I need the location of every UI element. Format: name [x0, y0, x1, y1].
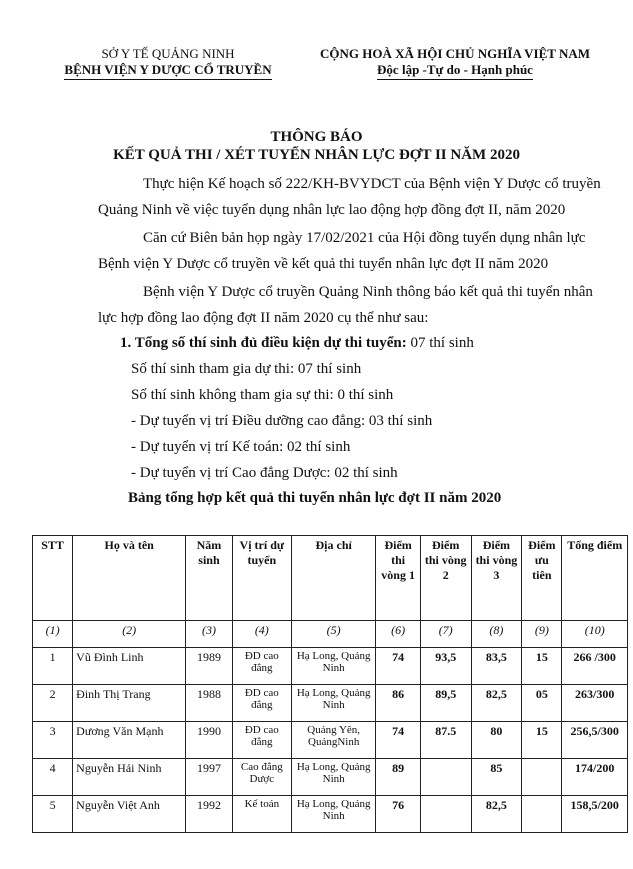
cell-address: Hạ Long, Quảng Ninh: [291, 796, 376, 833]
paragraph-1-line-2: Quảng Ninh về việc tuyển dụng nhân lực lao động hợp đồng đợt II, năm 2020: [98, 202, 566, 218]
cell-round-1: 89: [376, 759, 420, 796]
cell-position: Cao đẳng Dược: [232, 759, 291, 796]
cell-round-1: 74: [376, 722, 420, 759]
index-cell: (10): [562, 621, 628, 648]
document-title: [0, 128, 633, 164]
table-title: Bảng tổng hợp kết quả thi tuyển nhân lực đợt II năm 2020: [128, 490, 502, 506]
cell-total: 266 /300: [562, 648, 628, 685]
cell-birth-year: 1990: [186, 722, 233, 759]
cell-birth-year: 1997: [186, 759, 233, 796]
cell-round-1: 86: [376, 685, 420, 722]
agency-parent: SỞ Y TẾ QUẢNG NINH: [101, 46, 235, 61]
agency-name: BỆNH VIỆN Y DƯỢC CỔ TRUYỀN: [64, 62, 271, 80]
table-row: [33, 722, 628, 759]
paragraph-2-line-2: Bệnh viện Y Dược cổ truyền về kết quả thi tuyển nhân lực đợt II năm 2020: [98, 256, 549, 272]
paragraph-3-line-2: lực hợp đồng lao động đợt II năm 2020 cụ thể như sau:: [98, 310, 429, 326]
index-cell: (4): [232, 621, 291, 648]
section-1-item-b: Số thí sinh không tham gia sự thi: 0 thí sinh: [131, 387, 394, 403]
header-cell: Họ và tên: [73, 536, 186, 621]
cell-priority: [522, 796, 562, 833]
agency-header: [58, 46, 278, 80]
title-line-1: THÔNG BÁO: [270, 129, 363, 145]
cell-birth-year: 1988: [186, 685, 233, 722]
section-1-item-d: - Dự tuyển vị trí Kế toán: 02 thí sinh: [131, 439, 351, 455]
cell-priority: 15: [522, 648, 562, 685]
index-cell: (8): [471, 621, 522, 648]
cell-round-2: 93,5: [420, 648, 471, 685]
cell-stt: 5: [33, 796, 73, 833]
cell-name: Đinh Thị Trang: [73, 685, 186, 722]
cell-name: Vũ Đình Linh: [73, 648, 186, 685]
cell-position: ĐD cao đẳng: [232, 722, 291, 759]
header-cell: Vị trí dự tuyển: [232, 536, 291, 621]
index-cell: (7): [420, 621, 471, 648]
header-cell: Năm sinh: [186, 536, 233, 621]
header-cell: Tổng điểm: [562, 536, 628, 621]
cell-round-1: 74: [376, 648, 420, 685]
cell-position: ĐD cao đẳng: [232, 648, 291, 685]
section-1-heading: [120, 335, 474, 352]
cell-total: 158,5/200: [562, 796, 628, 833]
cell-name: Nguyễn Hải Ninh: [73, 759, 186, 796]
cell-name: Nguyễn Việt Anh: [73, 796, 186, 833]
cell-stt: 2: [33, 685, 73, 722]
header-cell: Điểm thi vòng 1: [376, 536, 420, 621]
index-cell: (2): [73, 621, 186, 648]
table-row: [33, 685, 628, 722]
header-cell: Điểm thi vòng 2: [420, 536, 471, 621]
paragraph-1-line-1: Thực hiện Kế hoạch số 222/KH-BVYDCT của Bệnh viện Y Dược cổ truyền: [143, 176, 601, 192]
paragraph-3-line-1: Bệnh viện Y Dược cổ truyền Quảng Ninh thông báo kết quả thi tuyển nhân: [143, 284, 593, 300]
cell-priority: 05: [522, 685, 562, 722]
cell-round-3: 82,5: [471, 796, 522, 833]
header-cell: Điểm thi vòng 3: [471, 536, 522, 621]
section-1-item-a: Số thí sinh tham gia dự thi: 07 thí sinh: [131, 361, 362, 377]
cell-position: ĐD cao đẳng: [232, 685, 291, 722]
cell-name: Dương Văn Mạnh: [73, 722, 186, 759]
index-cell: (5): [291, 621, 376, 648]
cell-total: 263/300: [562, 685, 628, 722]
table-row: [33, 648, 628, 685]
cell-position: Kế toán: [232, 796, 291, 833]
section-1-item-e: - Dự tuyển vị trí Cao đẳng Dược: 02 thí sinh: [131, 465, 398, 481]
index-cell: (1): [33, 621, 73, 648]
cell-birth-year: 1989: [186, 648, 233, 685]
cell-round-3: 82,5: [471, 685, 522, 722]
national-title: CỘNG HOÀ XÃ HỘI CHỦ NGHĨA VIỆT NAM: [319, 46, 591, 61]
cell-round-3: 83,5: [471, 648, 522, 685]
cell-round-3: 85: [471, 759, 522, 796]
cell-stt: 1: [33, 648, 73, 685]
header-cell: Địa chỉ: [291, 536, 376, 621]
cell-birth-year: 1992: [186, 796, 233, 833]
cell-priority: [522, 759, 562, 796]
cell-round-2: [420, 759, 471, 796]
cell-round-2: [420, 796, 471, 833]
table-row: [33, 759, 628, 796]
index-cell: (9): [522, 621, 562, 648]
cell-stt: 4: [33, 759, 73, 796]
national-motto: Độc lập -Tự do - Hạnh phúc: [377, 62, 533, 80]
cell-total: 174/200: [562, 759, 628, 796]
cell-round-1: 76: [376, 796, 420, 833]
section-1-label: 1. Tổng số thí sinh đủ điều kiện dự thi tuyển:: [120, 335, 407, 351]
cell-round-2: 87.5: [420, 722, 471, 759]
header-cell: STT: [33, 536, 73, 621]
cell-address: Quảng Yên, QuảngNinh: [291, 722, 376, 759]
paragraph-2-line-1: Căn cứ Biên bản họp ngày 17/02/2021 của Hội đồng tuyển dụng nhân lực: [143, 230, 586, 246]
table-row: [33, 796, 628, 833]
cell-address: Hạ Long, Quảng Ninh: [291, 685, 376, 722]
cell-round-3: 80: [471, 722, 522, 759]
header-cell: Điểm ưu tiên: [522, 536, 562, 621]
section-1-value: 07 thí sinh: [406, 335, 474, 351]
results-table: [32, 535, 628, 833]
cell-priority: 15: [522, 722, 562, 759]
index-cell: (3): [186, 621, 233, 648]
cell-stt: 3: [33, 722, 73, 759]
title-line-2: KẾT QUẢ THI / XÉT TUYỂN NHÂN LỰC ĐỢT II NĂM 2020: [113, 147, 520, 163]
cell-address: Hạ Long, Quảng Ninh: [291, 648, 376, 685]
cell-round-2: 89,5: [420, 685, 471, 722]
index-cell: (6): [376, 621, 420, 648]
cell-address: Hạ Long, Quảng Ninh: [291, 759, 376, 796]
table-index-row: [33, 621, 628, 648]
table-header-row: [33, 536, 628, 621]
cell-total: 256,5/300: [562, 722, 628, 759]
national-header: [300, 46, 610, 80]
section-1-item-c: - Dự tuyển vị trí Điều dưỡng cao đẳng: 03 thí sinh: [131, 413, 433, 429]
